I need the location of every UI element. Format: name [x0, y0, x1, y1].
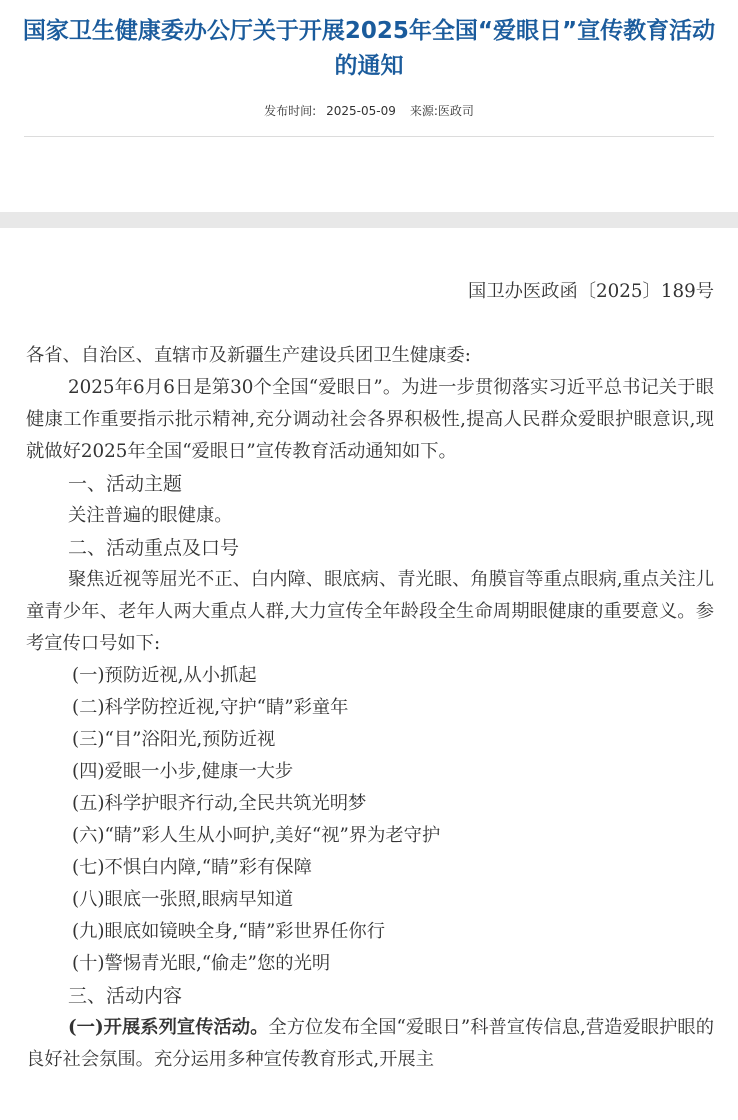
- content-item-1-text: 全方位发布全国“爱眼日”科普宣传信息,营造爱眼护眼的良好社会氛围。充分运用多种宣传教育形式,开展主: [26, 1017, 714, 1070]
- slogan-item: (十)警惕青光眼,“偷走”您的光明: [72, 953, 331, 974]
- content-item-1-title: (一)开展系列宣传活动。: [68, 1017, 269, 1038]
- header-divider: [24, 136, 714, 137]
- section-heading-focus: 二、活动重点及口号: [68, 537, 240, 559]
- salutation: 各省、自治区、直辖市及新疆生产建设兵团卫生健康委:: [26, 345, 471, 366]
- document-number: 国卫办医政函〔2025〕189号: [468, 281, 714, 302]
- section-separator: [0, 212, 738, 228]
- section-heading-theme: 一、活动主题: [68, 473, 183, 495]
- article-title: 国家卫生健康委办公厅关于开展2025年全国“爱眼日”宣传教育活动的通知: [22, 18, 716, 79]
- slogan-item: (四)爱眼一小步,健康一大步: [72, 761, 294, 782]
- section-heading-content: 三、活动内容: [68, 985, 183, 1007]
- slogan-item: (二)科学防控近视,守护“睛”彩童年: [72, 697, 349, 718]
- theme-text: 关注普遍的眼健康。: [68, 505, 233, 526]
- publish-date-label: 发布时间:: [264, 104, 317, 118]
- content-item-1: [26, 1012, 714, 1076]
- slogan-item: (八)眼底一张照,眼病早知道: [72, 889, 294, 910]
- slogan-item: (六)“睛”彩人生从小呵护,美好“视”界为老守护: [72, 825, 441, 846]
- publish-date: 2025-05-09: [326, 104, 396, 118]
- document-text: [26, 340, 714, 1076]
- source-value: 医政司: [437, 104, 474, 118]
- intro-paragraph: 2025年6月6日是第30个全国“爱眼日”。为进一步贯彻落实习近平总书记关于眼健康工作重要指示批示精神,充分调动社会各界积极性,提高人民群众爱眼护眼意识,现就做好2025年全国“爱眼日”宣传教育活动通知如下。: [26, 377, 714, 462]
- slogan-item: (七)不惧白内障,“睛”彩有保障: [72, 857, 312, 878]
- focus-paragraph: 聚焦近视等屈光不正、白内障、眼底病、青光眼、角膜盲等重点眼病,重点关注儿童青少年、老年人两大重点人群,大力宣传全年龄段全生命周期眼健康的重要意义。参考宣传口号如下:: [26, 569, 714, 654]
- slogan-item: (九)眼底如镜映全身,“睛”彩世界任你行: [72, 921, 385, 942]
- article-meta: [0, 102, 738, 120]
- source-label: 来源:: [409, 104, 438, 118]
- slogan-item: (三)“目”浴阳光,预防近视: [72, 729, 276, 750]
- slogan-item: (一)预防近视,从小抓起: [72, 665, 257, 686]
- article-header: [0, 0, 738, 212]
- document-body: [0, 228, 738, 1120]
- slogan-item: (五)科学护眼齐行动,全民共筑光明梦: [72, 793, 367, 814]
